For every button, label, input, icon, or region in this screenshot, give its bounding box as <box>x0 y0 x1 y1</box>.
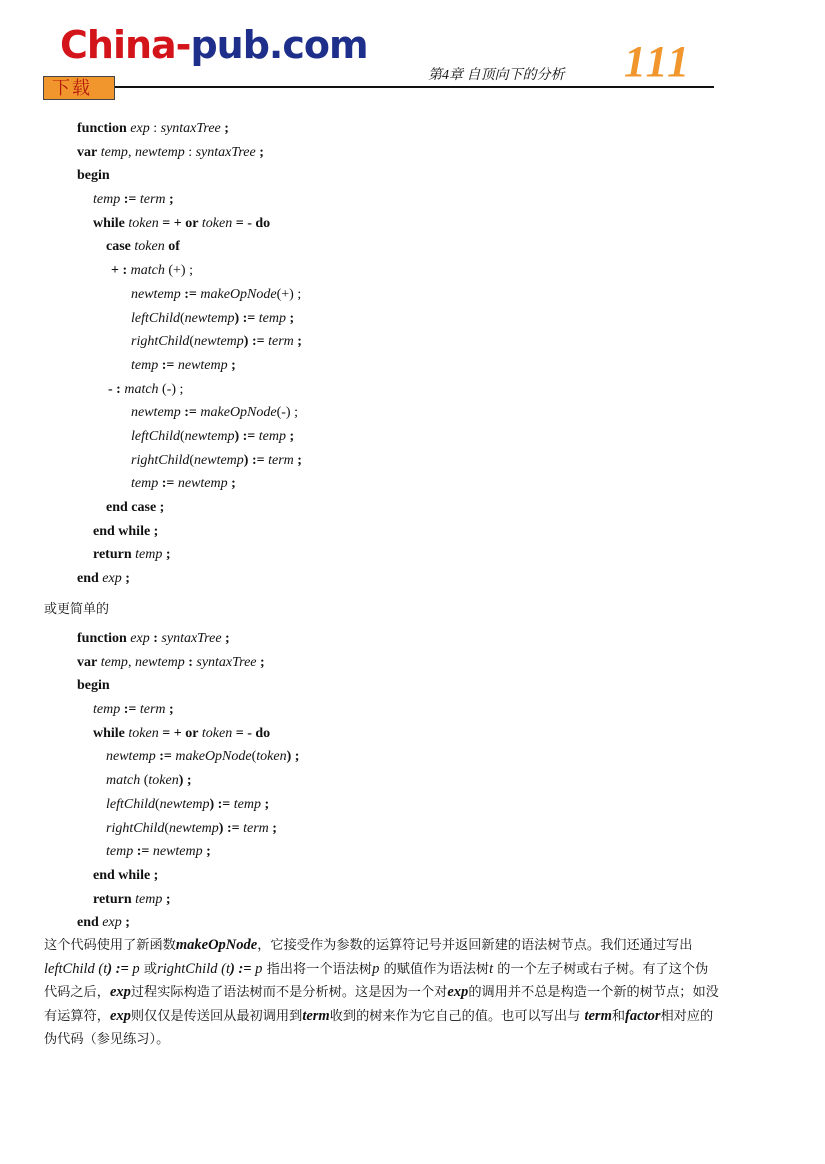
code-line: function exp : syntaxTree ; <box>77 631 230 646</box>
code-line: return temp ; <box>93 547 171 563</box>
code-line: temp := term ; <box>93 192 174 208</box>
code-line: temp := newtemp ; <box>106 844 211 860</box>
explanation-paragraph: 这个代码使用了新函数makeOpNode，它接受作为参数的运算符记号并返回新建的语法树节点。我们还通过写出leftChild (t) := p 或rightChild (t) := p 指出将一个语法树p 的赋值作为语法树t 的一个左子树或右子树。有了这个伪代码之后，exp过程实际构造了语法树而不是分析树。这是因为一个对exp的调用并不总是构造一个新的树节点；如没有运算符，exp则仅仅是传送回从最初调用到term收到的树来作为它自己的值。也可以写出与 term和factor相对应的伪代码（参见练习）。 <box>44 937 719 1047</box>
code-line: newtemp := makeOpNode(-) ; <box>131 405 298 421</box>
code-line: leftChild(newtemp) := temp ; <box>131 310 295 326</box>
code-line: rightChild(newtemp) := term ; <box>106 820 277 836</box>
code-line: temp := newtemp ; <box>131 476 236 492</box>
code-line: newtemp := makeOpNode(token) ; <box>106 749 300 765</box>
code-line: var temp, newtemp : syntaxTree ; <box>77 144 264 160</box>
code-line: return temp ; <box>93 891 171 907</box>
header-rule <box>115 86 714 88</box>
page-number: 111 <box>624 37 692 86</box>
code-line: end case ; <box>106 500 165 515</box>
code-line: while token = + or token = - do <box>93 725 271 741</box>
code-line: begin <box>77 168 110 184</box>
code-line: rightChild(newtemp) := term ; <box>131 334 302 350</box>
logo-text-china: China- <box>60 23 191 67</box>
china-pub-logo <box>60 23 368 67</box>
code-line: + : match (+) ; <box>111 263 193 279</box>
code-line: begin <box>77 678 110 694</box>
code-line: while token = + or token = - do <box>93 215 271 231</box>
logo-text-pub: pub <box>190 23 269 67</box>
code-line: end exp ; <box>77 915 130 931</box>
code-line: leftChild(newtemp) := temp ; <box>131 428 295 444</box>
code-line: temp := newtemp ; <box>131 357 236 373</box>
separator-text: 或更简单的 <box>44 602 110 617</box>
code-block-2 <box>77 627 299 935</box>
chapter-title: 第4章 自顶向下的分析 <box>428 68 565 83</box>
code-line: end exp ; <box>77 571 130 587</box>
code-line: end while ; <box>93 867 159 883</box>
code-line: newtemp := makeOpNode(+) ; <box>131 286 302 302</box>
code-line: match (token) ; <box>106 773 192 789</box>
download-badge[interactable]: 下载 <box>43 76 115 100</box>
code-line: temp := term ; <box>93 702 174 718</box>
code-line: case token of <box>106 239 180 255</box>
code-line: leftChild(newtemp) := temp ; <box>106 796 270 812</box>
code-line: var temp, newtemp : syntaxTree ; <box>77 654 265 670</box>
logo-text-com: .com <box>268 23 368 67</box>
code-line: end while ; <box>93 523 159 539</box>
code-block-1 <box>77 117 302 591</box>
code-line: - : match (-) ; <box>108 381 184 397</box>
code-line: rightChild(newtemp) := term ; <box>131 452 302 468</box>
code-line: function exp : syntaxTree ; <box>77 121 229 136</box>
